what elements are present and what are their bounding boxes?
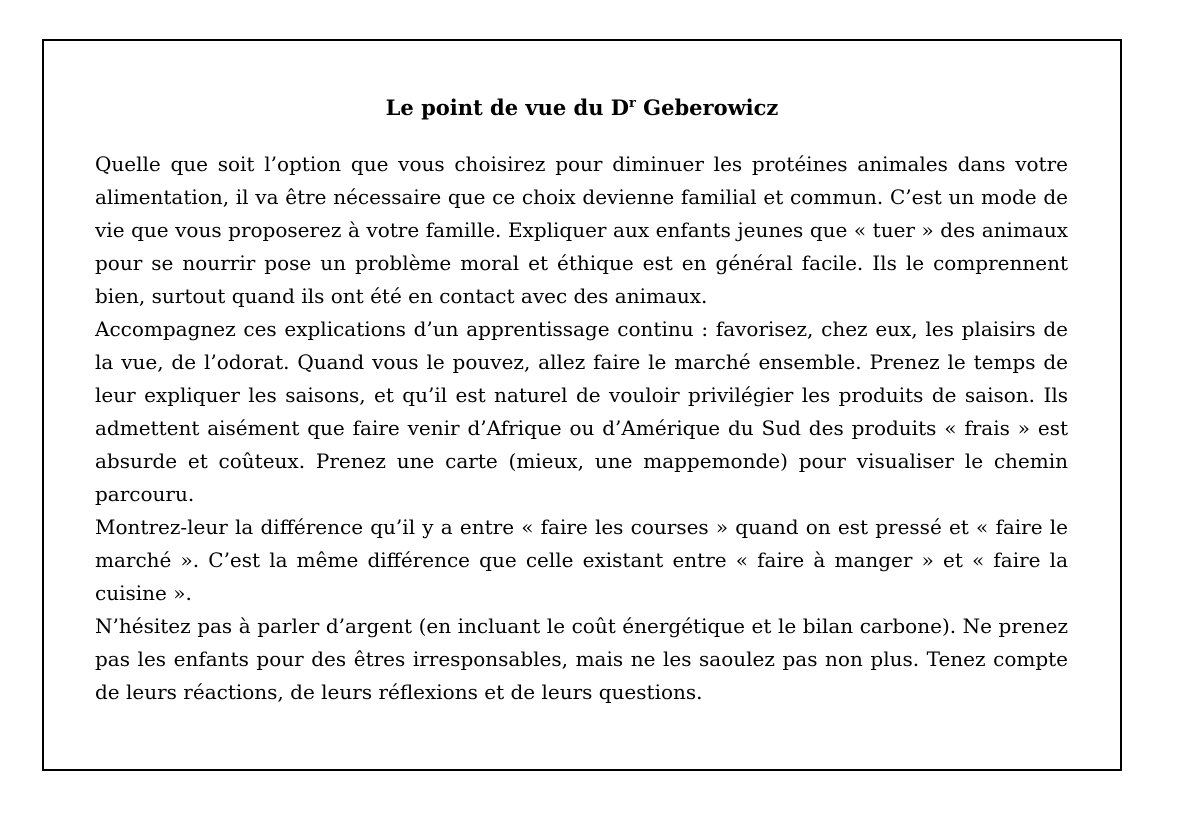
title-text-suffix: Geberowicz (635, 95, 779, 120)
paragraph-4: N’hésitez pas à parler d’argent (en incluant le coût énergétique et le bilan carbone). Ne prenez pas les enfants pour des êtres irresponsables, mais ne les saoulez pas non plus. Tenez compte de leurs réactions, de leurs réflexions et de leurs questions. (95, 614, 1068, 704)
paragraph-2: Accompagnez ces explications d’un apprentissage continu : favorisez, chez eux, les plaisirs de la vue, de l’odorat. Quand vous le pouvez, allez faire le marché ensemble. Prenez le temps de leur expliquer les saisons, et qu’il est naturel de vouloir privilégier les produits de saison. Ils admettent aisément que faire venir d’Afrique ou d’Amérique du Sud des produits « frais » est absurde et coûteux. Prenez une carte (mieux, une mappemonde) pour visualiser le chemin parcouru. (95, 317, 1068, 506)
document-body (44, 120, 1120, 709)
page-title (44, 41, 1120, 120)
paragraph-1: Quelle que soit l’option que vous choisirez pour diminuer les protéines animales dans votre alimentation, il va être nécessaire que ce choix devienne familial et commun. C’est un mode de vie que vous proposerez à votre famille. Expliquer aux enfants jeunes que « tuer » des animaux pour se nourrir pose un problème moral et éthique est en général facile. Ils le comprennent bien, surtout quand ils ont été en contact avec des animaux. (95, 152, 1068, 308)
page-border (42, 39, 1122, 771)
title-text-prefix: Le point de vue du D (385, 95, 629, 120)
paragraph-3: Montrez-leur la différence qu’il y a entre « faire les courses » quand on est pressé et « faire le marché ». C’est la même différence que celle existant entre « faire à manger » et « faire la cuisine ». (95, 515, 1068, 605)
title-superscript: r (629, 96, 636, 111)
